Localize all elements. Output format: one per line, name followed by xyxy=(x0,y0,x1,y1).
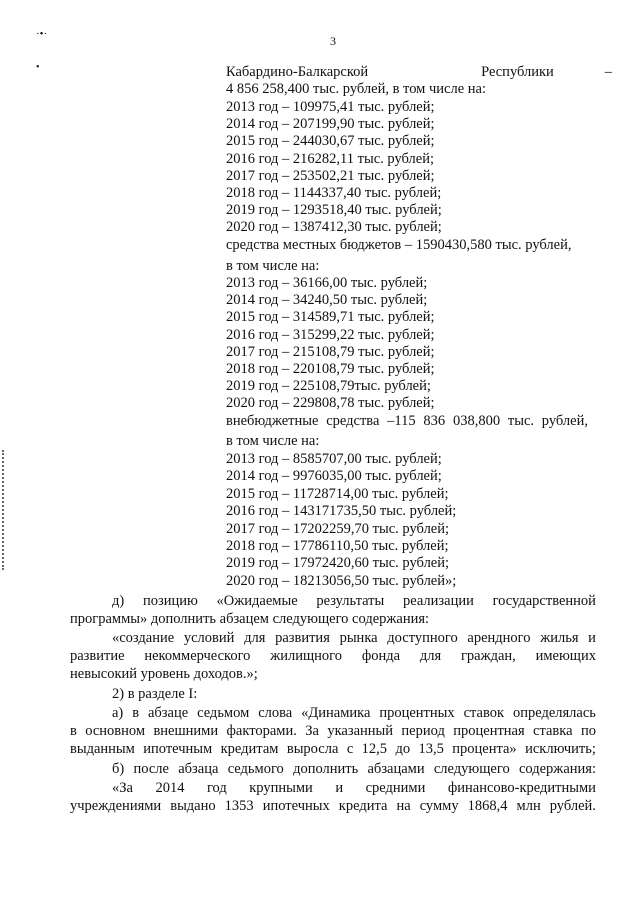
page-number: 3 xyxy=(330,34,336,48)
item-d-line2: программы» дополнить абзацем следующего содержания: xyxy=(70,611,430,627)
word: 1868,4 xyxy=(467,798,508,814)
word: результаты xyxy=(316,593,385,609)
extra-total xyxy=(226,413,588,430)
word: «Динамика xyxy=(301,705,371,721)
local-year-line: 2014 год – 34240,50 тыс. рублей; xyxy=(226,292,428,309)
item-2: 2) в разделе I: xyxy=(112,686,198,702)
word: рублей. xyxy=(549,798,596,814)
extra-in-total: в том числе на: xyxy=(226,433,320,449)
word: ставок xyxy=(463,705,505,721)
word: 13,5 xyxy=(418,741,444,757)
item-a-line2 xyxy=(70,723,596,740)
regional-total: 4 856 258,400 тыс. рублей, в том числе на: xyxy=(226,81,486,97)
item-d-line1 xyxy=(112,593,596,610)
word: внешними xyxy=(153,723,219,739)
word: год xyxy=(206,780,227,796)
margin-mark: • xyxy=(36,62,40,73)
extra-year-line: 2014 год – 9976035,00 тыс. рублей; xyxy=(226,468,442,485)
word: развития xyxy=(275,630,330,646)
header-line xyxy=(226,64,612,81)
local-year-line: 2013 год – 36166,00 тыс. рублей; xyxy=(226,275,428,291)
word: дополнить xyxy=(293,761,359,777)
word: жилья xyxy=(540,630,579,646)
word: ипотечным xyxy=(143,741,213,757)
extra-total-word: средства xyxy=(326,413,380,429)
word: выданным xyxy=(70,741,135,757)
word: граждан, xyxy=(460,648,516,664)
local-year-line: 2018 год – 220108,79 тыс. рублей; xyxy=(226,361,435,377)
word: с xyxy=(346,741,354,757)
margin-mark: ·•· xyxy=(36,28,48,40)
local-in-total: в том числе на: xyxy=(226,258,320,274)
word: сумму xyxy=(419,798,459,814)
word: ставка xyxy=(533,723,573,739)
word: для xyxy=(244,630,266,646)
word: д) xyxy=(112,593,125,609)
word: 12,5 xyxy=(361,741,388,757)
word: содержания: xyxy=(518,761,596,777)
word: абзаце xyxy=(147,705,189,721)
word: в xyxy=(70,723,77,739)
quote2-line2 xyxy=(70,798,596,815)
local-year-line: 2019 год – 225108,79тыс. рублей; xyxy=(226,378,431,395)
word: для xyxy=(419,648,442,664)
word: жилищного xyxy=(270,648,343,664)
regional-year-line: 2015 год – 244030,67 тыс. рублей; xyxy=(226,133,435,150)
word: выросла xyxy=(286,741,339,757)
word: в xyxy=(132,705,140,721)
word: реализации xyxy=(402,593,474,609)
quote-line2 xyxy=(70,648,596,665)
extra-total-word: 038,800 xyxy=(452,413,501,429)
word: седьмом xyxy=(197,705,250,721)
word: некоммерческого xyxy=(144,648,251,664)
extra-year-line: 2017 год – 17202259,70 тыс. рублей; xyxy=(226,520,450,537)
item-a-line1 xyxy=(112,705,596,722)
word: период xyxy=(401,723,445,739)
word: исключить; xyxy=(525,741,596,757)
quote2-line1 xyxy=(112,780,596,797)
header-word: Кабардино-Балкарской xyxy=(226,64,369,80)
word: ипотечных xyxy=(262,798,330,814)
local-year-line: 2016 год – 315299,22 тыс. рублей; xyxy=(226,326,435,343)
word: кредита xyxy=(338,798,388,814)
extra-year-line: 2019 год – 17972420,60 тыс. рублей; xyxy=(226,555,450,572)
regional-year-line: 2020 год – 1387412,30 тыс. рублей; xyxy=(226,219,442,236)
word: «Ожидаемые xyxy=(216,593,298,609)
word: слова xyxy=(258,705,293,721)
scan-edge-artifact xyxy=(2,450,6,570)
word: абзаца xyxy=(178,761,219,777)
extra-total-word: –115 xyxy=(387,413,416,429)
word: абзацами xyxy=(367,761,425,777)
word: развитие xyxy=(70,648,125,664)
word: б) xyxy=(112,761,125,777)
word: а) xyxy=(112,705,124,721)
local-total: средства местных бюджетов – 1590430,580 тыс. рублей, xyxy=(226,237,572,253)
quote-line3: невысокий уровень доходов.»; xyxy=(70,666,258,682)
word: основном xyxy=(85,723,146,739)
item-a-line3 xyxy=(70,741,596,758)
regional-year-line: 2017 год – 253502,21 тыс. рублей; xyxy=(226,167,435,184)
extra-total-word: рублей, xyxy=(541,413,588,429)
word: млн xyxy=(516,798,541,814)
regional-year-line: 2013 год – 109975,41 тыс. рублей; xyxy=(226,99,435,115)
local-year-line: 2015 год – 314589,71 тыс. рублей; xyxy=(226,309,435,326)
item-b xyxy=(112,761,596,778)
word: по xyxy=(580,723,596,739)
word: «За xyxy=(112,780,133,796)
word: процентных xyxy=(379,705,455,721)
local-year-line: 2020 год – 229808,78 тыс. рублей; xyxy=(226,395,435,412)
word: фонда xyxy=(361,648,401,664)
word: имеющих xyxy=(535,648,596,664)
word: доступного xyxy=(387,630,458,646)
quote-line1 xyxy=(112,630,596,647)
word: процентная xyxy=(453,723,525,739)
word: после xyxy=(133,761,169,777)
extra-total-word: тыс. xyxy=(507,413,534,429)
word: на xyxy=(396,798,411,814)
regional-year-line: 2014 год – 207199,90 тыс. рублей; xyxy=(226,116,435,133)
word: до xyxy=(395,741,411,757)
word: За xyxy=(305,723,319,739)
word: седьмого xyxy=(227,761,284,777)
extra-total-word: внебюджетные xyxy=(226,413,319,429)
word: факторами. xyxy=(226,723,297,739)
extra-year-line: 2018 год – 17786110,50 тыс. рублей; xyxy=(226,538,449,554)
header-word: Республики xyxy=(481,64,554,80)
word: и xyxy=(588,630,596,646)
word: крупными xyxy=(249,780,313,796)
regional-year-line: 2018 год – 1144337,40 тыс. рублей; xyxy=(226,185,442,201)
regional-year-line: 2019 год – 1293518,40 тыс. рублей; xyxy=(226,202,442,219)
word: условий xyxy=(183,630,235,646)
word: финансово-кредитными xyxy=(447,780,596,796)
extra-total-word: 836 xyxy=(423,413,446,429)
word: 1353 xyxy=(224,798,254,814)
extra-year-line: 2016 год – 143171735,50 тыс. рублей; xyxy=(226,503,457,520)
word: «создание xyxy=(112,630,175,646)
word: определялась xyxy=(512,705,596,721)
word: рынка xyxy=(339,630,378,646)
word: следующего xyxy=(433,761,510,777)
word: 2014 xyxy=(155,780,185,796)
word: и xyxy=(335,780,344,796)
header-word: – xyxy=(604,64,612,80)
word: процента» xyxy=(452,741,517,757)
word: учреждениями xyxy=(70,798,162,814)
word: указанный xyxy=(327,723,394,739)
word: позицию xyxy=(142,593,198,609)
word: кредитам xyxy=(220,741,279,757)
extra-year-line: 2015 год – 11728714,00 тыс. рублей; xyxy=(226,485,449,502)
word: государственной xyxy=(492,593,596,609)
word: выдано xyxy=(170,798,216,814)
word: арендного xyxy=(467,630,531,646)
regional-year-line: 2016 год – 216282,11 тыс. рублей; xyxy=(226,150,434,167)
extra-year-line: 2013 год – 8585707,00 тыс. рублей; xyxy=(226,451,442,467)
extra-year-line: 2020 год – 18213056,50 тыс. рублей»; xyxy=(226,572,457,589)
word: средними xyxy=(365,780,426,796)
local-year-line: 2017 год – 215108,79 тыс. рублей; xyxy=(226,343,435,360)
